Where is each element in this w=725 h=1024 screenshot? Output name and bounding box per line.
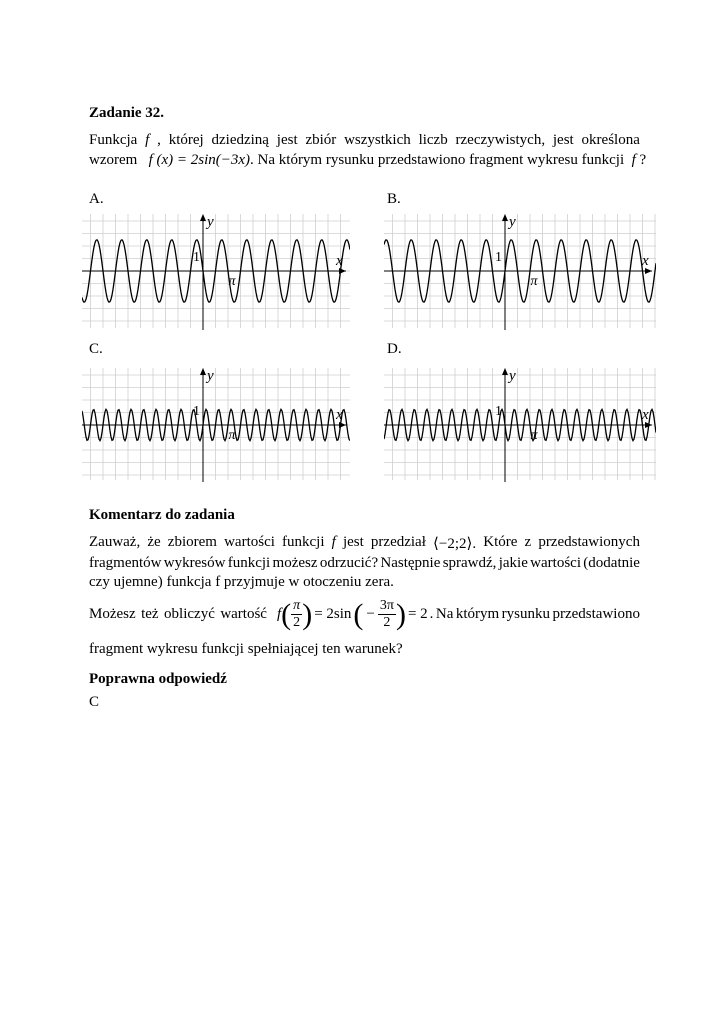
task-f-symbol: f [631, 152, 636, 168]
y-axis-label: y [509, 214, 516, 230]
word: Funkcja [89, 132, 138, 148]
word: odrzucić? [319, 555, 379, 571]
word: Następnie [380, 555, 441, 571]
formula-frac-2-den: 2 [383, 615, 391, 630]
word: wartości [530, 555, 581, 571]
y-axis-arrow [502, 214, 508, 221]
word: zbiór [305, 132, 337, 148]
formula-minus: − [366, 606, 375, 622]
word: wartości [224, 534, 275, 550]
y-tick-label: 1 [495, 404, 502, 419]
answer-heading: Poprawna odpowiedź [89, 671, 227, 687]
formula-eq-2: = 2 [407, 606, 428, 622]
word: jest [342, 534, 364, 550]
comment-p1-line-2 [89, 555, 640, 572]
word: też [141, 606, 159, 622]
x-axis-label: x [642, 253, 649, 269]
y-axis-arrow [502, 368, 508, 375]
x-axis-label: x [642, 407, 649, 423]
word: określona [581, 132, 640, 148]
word: f [331, 534, 336, 550]
word: fragmentów [89, 555, 162, 571]
pi-tick-label: π [530, 274, 538, 289]
formula-frac-1 [291, 598, 302, 631]
grid [384, 368, 656, 480]
pi-tick-label: π [228, 274, 236, 289]
word: Które [483, 534, 518, 550]
word: jest [552, 132, 574, 148]
y-tick-label: 1 [193, 250, 200, 265]
word: którym [455, 606, 500, 622]
word: przedstawiono [552, 606, 640, 622]
word: wszystkich [344, 132, 411, 148]
graph-d [384, 366, 656, 482]
y-axis-label: y [207, 368, 214, 384]
word: rzeczywistych, [455, 132, 546, 148]
comment-p2-line-2: fragment wykresu funkcji spełniającej ten warunek? [89, 641, 403, 657]
task-formula: f (x) = 2sin(−3x) [148, 152, 251, 168]
comment-formula: f ( $\frac{\pi}{2}$ ) = 2sin ( − $\frac{3\pi}{2}$ ) = 2 [277, 597, 428, 631]
word: Możesz [89, 606, 136, 622]
comment-p2-line-1 [89, 598, 640, 631]
y-axis-arrow [200, 214, 206, 221]
y-axis-label: y [207, 214, 214, 230]
x-axis-label: x [336, 253, 343, 269]
word: liczb [418, 132, 448, 148]
word: rysunku [501, 606, 551, 622]
word: sprawdź, [442, 555, 497, 571]
word: (dodatnie [583, 555, 640, 571]
word: funkcji [282, 534, 325, 550]
task-line-2-prefix: wzorem [89, 152, 138, 168]
task-question-mark: ? [639, 152, 647, 168]
word: wartość [220, 606, 267, 622]
formula-frac-1-num: π [293, 598, 301, 613]
function-curve [82, 409, 350, 440]
pi-tick-label: π [228, 428, 236, 443]
word: możesz [272, 555, 318, 571]
formula-frac-2-num: 3π [379, 598, 394, 613]
formula-frac-2 [378, 598, 396, 631]
option-label-c: C. [89, 341, 103, 357]
word: ⟨−2;2⟩. [433, 536, 477, 552]
word: że [147, 534, 161, 550]
formula-frac-1-den: 2 [293, 615, 301, 630]
task-line-2 [89, 152, 646, 169]
word: funkcji [227, 555, 271, 571]
formula-f: f [277, 606, 282, 622]
y-tick-label: 1 [193, 404, 200, 419]
graph-c [82, 366, 350, 482]
answer-value: C [89, 694, 100, 710]
word: f [145, 132, 150, 148]
word: której [168, 132, 204, 148]
comment-p1-line-1 [89, 534, 640, 553]
graph-a [82, 212, 350, 330]
y-axis-label: y [509, 368, 516, 384]
word: przedział [370, 534, 426, 550]
option-label-b: B. [387, 191, 401, 207]
y-tick-label: 1 [495, 250, 502, 265]
word: zbiorem [167, 534, 217, 550]
word: . [429, 606, 434, 622]
comment-heading: Komentarz do zadania [89, 507, 235, 523]
task-line-1 [89, 132, 640, 149]
option-label-a: A. [89, 191, 104, 207]
x-axis-label: x [336, 407, 343, 423]
comment-p1-line-3: czy ujemne) funkcja f przyjmuje w otoczeniu zera. [89, 574, 394, 590]
option-label-d: D. [387, 341, 402, 357]
word: obliczyć [164, 606, 215, 622]
y-axis-arrow [200, 368, 206, 375]
graph-b [384, 212, 656, 330]
word: wykresów [163, 555, 226, 571]
word: dziedziną [211, 132, 269, 148]
word: jest [276, 132, 298, 148]
word: Na [435, 606, 454, 622]
pi-tick-label: π [530, 428, 538, 443]
word: Zauważ, [89, 534, 141, 550]
task-line-2-suffix: . Na którym rysunku przedstawiono fragment wykresu funkcji [250, 152, 625, 168]
word: , [157, 132, 161, 148]
word: przedstawionych [538, 534, 640, 550]
task-title: Zadanie 32. [89, 105, 165, 121]
formula-eq-1: = 2sin [314, 606, 352, 622]
word: jakie [498, 555, 528, 571]
word: z [524, 534, 532, 550]
